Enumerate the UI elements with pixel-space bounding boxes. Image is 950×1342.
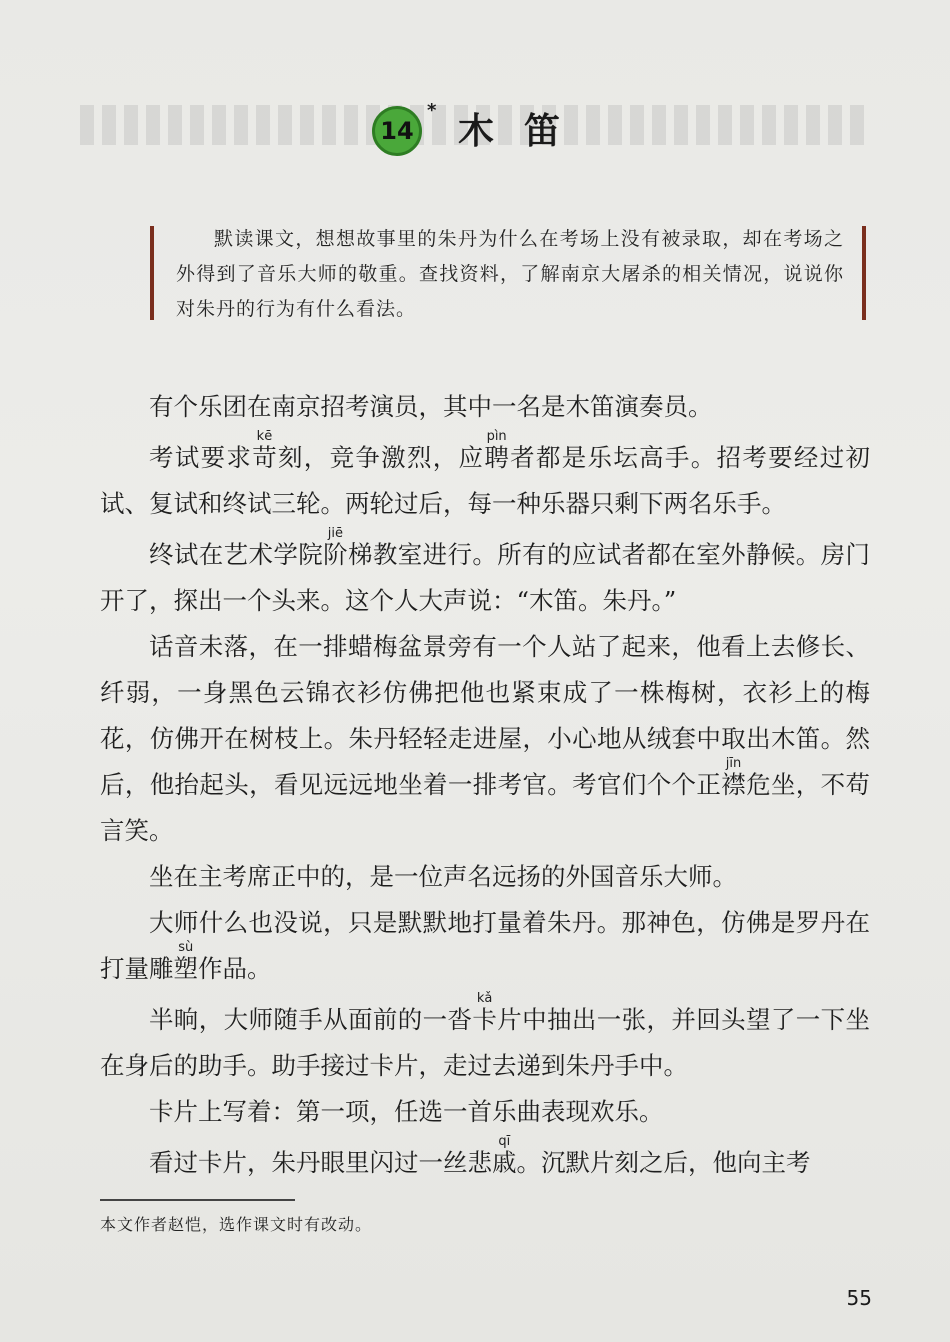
lesson-heading — [0, 100, 950, 164]
body-text-run: 半晌，大师随手从面前的一沓 — [149, 1005, 473, 1034]
body-text-run: 作品。 — [198, 954, 272, 983]
lesson-body — [100, 384, 870, 1186]
body-text-run: 。沉默片刻之后，他向主考 — [516, 1148, 811, 1177]
pinyin-label: pìn — [484, 429, 509, 444]
body-paragraph — [100, 900, 870, 992]
body-text-run: 梯教室进行。所有的应试者都在室外静候。房门开了，探出一个头来。这个人大声说：“木笛。朱丹。” — [100, 540, 870, 615]
pinyin-annotated-char: 塑sù — [173, 940, 198, 983]
body-paragraph — [100, 992, 870, 1089]
body-text-run: 话音未落，在一排蜡梅盆景旁有一个人站了起来，他看上去修长、纤弱，一身黑色云锦衣衫仿佛把他也紧束成了一株梅树，衣衫上的梅花，仿佛开在树枝上。朱丹轻轻走进屋，小心地从绒套中取出木笛。然后，他抬起头，看见远远地坐着一排考官。考官们个个正 — [100, 632, 870, 799]
footnote: 本文作者赵恺，选作课文时有改动。 — [100, 1215, 373, 1234]
body-text-run: 刻，竞争激烈，应 — [277, 443, 485, 472]
reading-prompt-box — [150, 222, 866, 322]
pinyin-annotated-char: 苛kē — [252, 429, 278, 472]
pinyin-annotated-char: 卡kǎ — [472, 991, 498, 1034]
lesson-title: 木笛 — [458, 110, 591, 152]
body-text-run: 者都是乐坛高手。招考要经过初试、复试和终试三轮。两轮过后，每一种乐器只剩下两名乐手。 — [100, 443, 871, 518]
reading-prompt-text: 默读课文，想想故事里的朱丹为什么在考场上没有被录取，却在考场之外得到了音乐大师的敬重。查找资料，了解南京大屠杀的相关情况，说说你对朱丹的行为有什么看法。 — [176, 228, 844, 320]
footnote-divider — [100, 1199, 295, 1201]
body-paragraph — [100, 624, 870, 854]
body-text-run: 大师什么也没说，只是默默地打量着朱丹。那神色，仿佛是罗丹在打量雕 — [100, 908, 870, 983]
body-text-run: 片中抽出一张，并回头望了一下坐在身后的助手。助手接过卡片，走过去递到朱丹手中。 — [100, 1005, 870, 1080]
lesson-number-badge: 14 — [372, 106, 422, 156]
pinyin-label: jiē — [323, 526, 348, 541]
body-text-run: 有个乐团在南京招考演员，其中一名是木笛演奏员。 — [149, 392, 713, 421]
page-number: 55 — [846, 1286, 872, 1310]
body-text-run: 看过卡片，朱丹眼里闪过一丝悲 — [149, 1148, 492, 1177]
body-paragraph — [100, 527, 870, 624]
pinyin-annotated-char: 阶jiē — [323, 526, 348, 569]
pinyin-annotated-char: 聘pìn — [484, 429, 511, 472]
body-text-run: 坐在主考席正中的，是一位声名远扬的外国音乐大师。 — [149, 862, 737, 891]
body-paragraph — [100, 1135, 870, 1186]
pinyin-label: sù — [173, 940, 198, 955]
lesson-star-mark: * — [427, 100, 437, 121]
pinyin-label: jīn — [721, 756, 746, 771]
body-paragraph — [100, 854, 870, 900]
pinyin-label: kǎ — [472, 991, 497, 1006]
body-text-run: 终试在艺术学院 — [149, 540, 324, 569]
body-text-run: 危坐，不苟言笑。 — [100, 770, 871, 845]
body-paragraph — [100, 384, 870, 430]
body-text-run: 考试要求 — [149, 443, 253, 472]
pinyin-annotated-char: 襟jīn — [721, 756, 747, 799]
body-text-run: 卡片上写着：第一项，任选一首乐曲表现欢乐。 — [149, 1097, 664, 1126]
body-paragraph — [100, 1089, 870, 1135]
pinyin-label: kē — [252, 429, 277, 444]
body-paragraph — [100, 430, 870, 527]
pinyin-label: qī — [492, 1134, 517, 1149]
pinyin-annotated-char: 戚qī — [492, 1134, 517, 1177]
